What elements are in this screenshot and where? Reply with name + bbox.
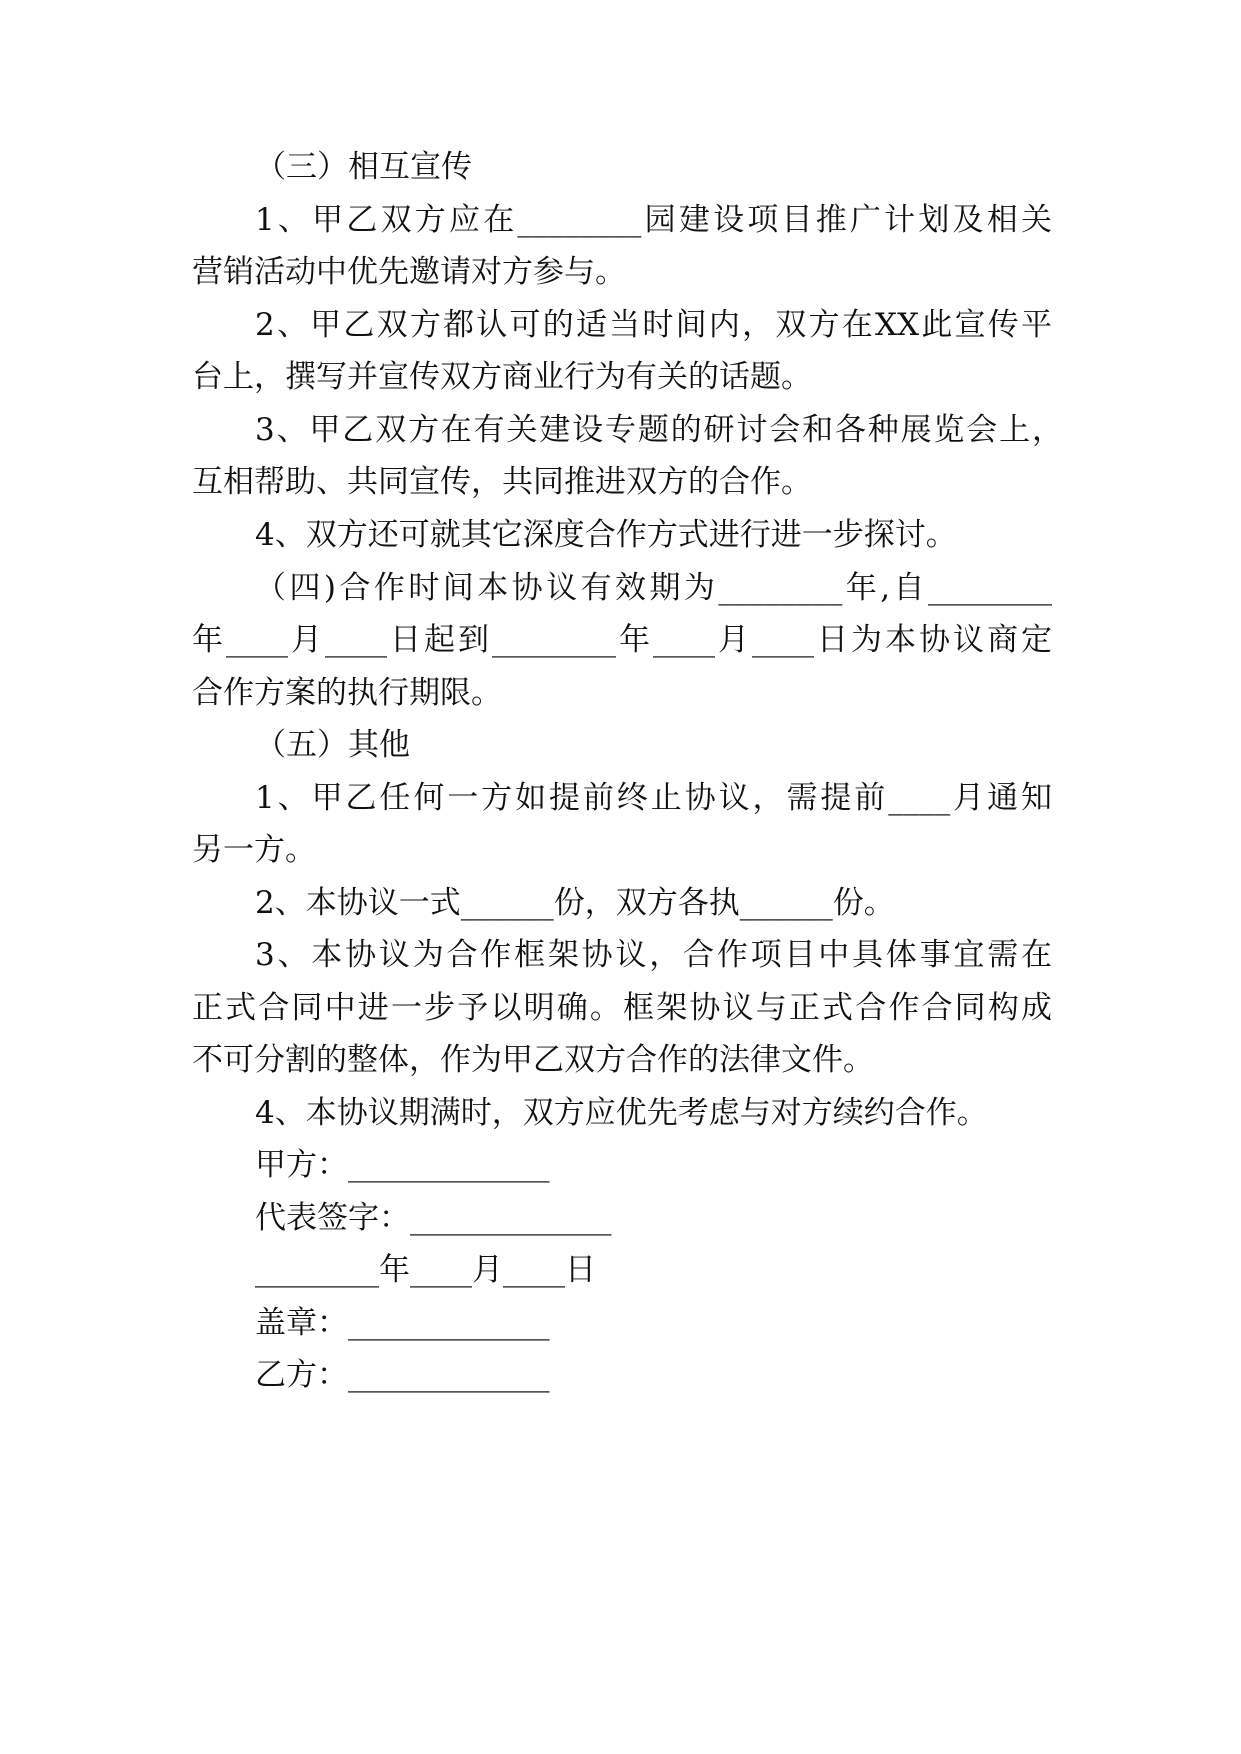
- clause-5-1-line-1: 1、甲乙任何一方如提前终止协议，需提前____月通知: [255, 780, 1052, 816]
- clause-3-4: 4、双方还可就其它深度合作方式进行进一步探讨。: [255, 517, 957, 553]
- party-a-field: 甲方：_____________: [255, 1147, 550, 1183]
- clause-5-2: 2、本协议一式______份，双方各执______份。: [255, 885, 895, 921]
- clause-3-3-line-2: 互相帮助、共同宣传，共同推进双方的合作。: [192, 464, 812, 500]
- section-3-heading: （三）相互宣传: [255, 149, 472, 185]
- section-4-line-3: 合作方案的执行期限。: [192, 675, 502, 711]
- representative-signature-field: 代表签字：_____________: [255, 1200, 612, 1236]
- section-5-heading: （五）其他: [255, 727, 410, 763]
- clause-5-4: 4、本协议期满时，双方应优先考虑与对方续约合作。: [255, 1095, 988, 1131]
- clause-3-1-line-1: 1、甲乙双方应在________园建设项目推广计划及相关: [255, 202, 1052, 238]
- clause-5-3-line-3: 不可分割的整体，作为甲乙双方合作的法律文件。: [192, 1042, 874, 1078]
- clause-3-2-line-2: 台上，撰写并宣传双方商业行为有关的话题。: [192, 359, 812, 395]
- section-4-line-1: （四)合作时间本协议有效期为________年,自________: [255, 570, 1052, 606]
- clause-5-3-line-1: 3、本协议为合作框架协议，合作项目中具体事宜需在: [255, 937, 1052, 973]
- section-4-line-2: 年____月____日起到________年____月____日为本协议商定: [192, 622, 1052, 658]
- party-b-field: 乙方：_____________: [255, 1357, 550, 1393]
- seal-field: 盖章：_____________: [255, 1305, 550, 1341]
- clause-5-3-line-2: 正式合同中进一步予以明确。框架协议与正式合作合同构成: [192, 990, 1052, 1026]
- clause-3-3-line-1: 3、甲乙双方在有关建设专题的研讨会和各种展览会上，: [255, 412, 1063, 448]
- clause-5-1-line-2: 另一方。: [192, 832, 316, 868]
- signing-date-field: ________年____月____日: [255, 1252, 596, 1288]
- clause-3-2-line-1: 2、甲乙双方都认可的适当时间内，双方在XX此宣传平: [255, 307, 1052, 343]
- clause-3-1-line-2: 营销活动中优先邀请对方参与。: [192, 254, 626, 290]
